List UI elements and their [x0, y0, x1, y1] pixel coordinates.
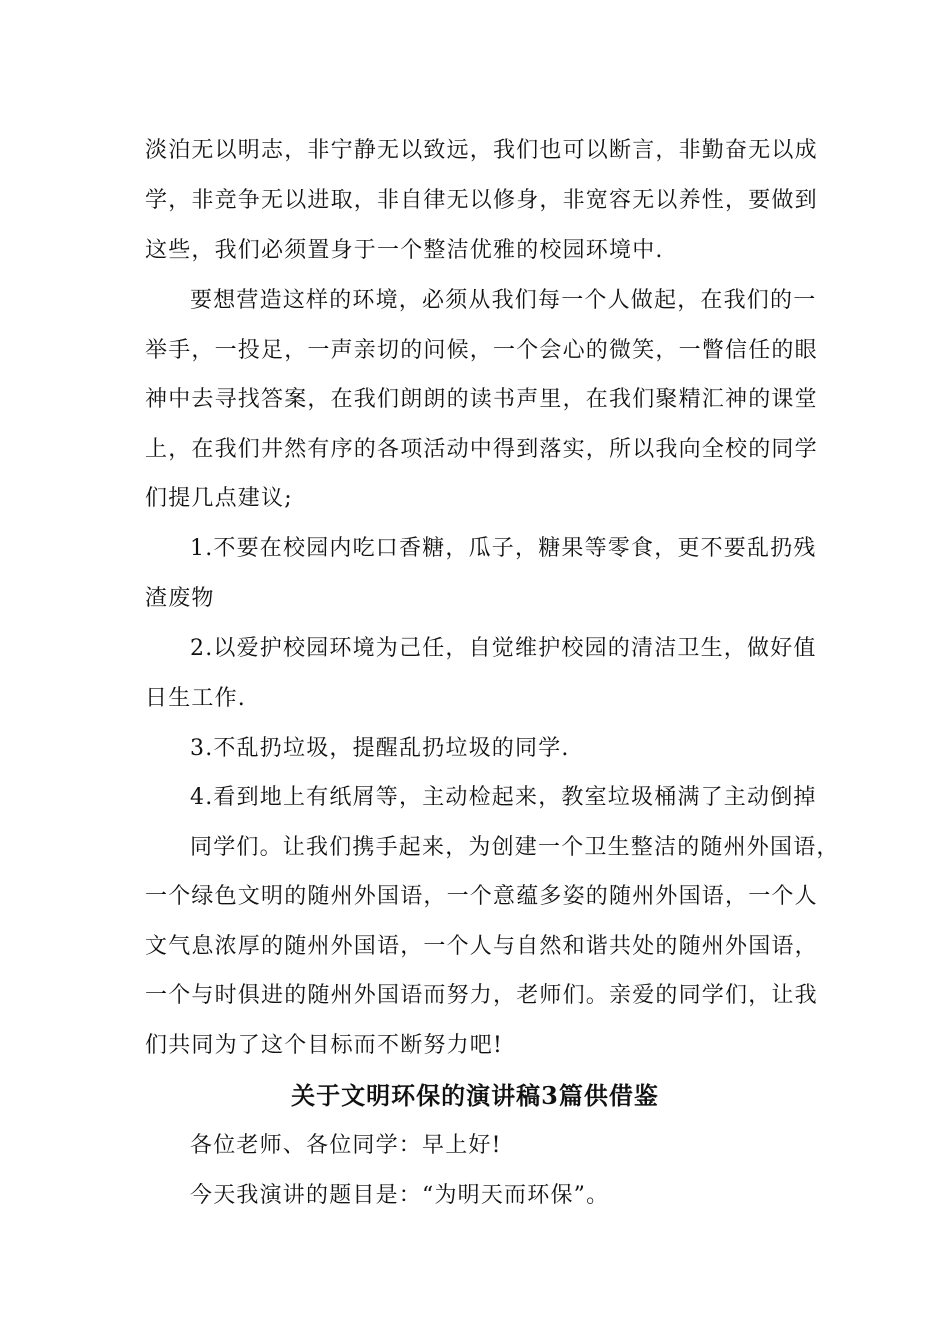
paragraph-line: 们共同为了这个目标而不断努力吧! [145, 1033, 504, 1058]
paragraph-line: 学，非竞争无以进取，非自律无以修身，非宽容无以养性，要做到 [145, 188, 818, 213]
list-item-continuation: 渣废物 [145, 586, 215, 611]
paragraph-line: 神中去寻找答案，在我们朗朗的读书声里，在我们聚精汇神的课堂 [145, 387, 818, 412]
list-item: 4.看到地上有纸屑等，主动检起来，教室垃圾桶满了主动倒掉 [190, 785, 817, 810]
paragraph-line: 要想营造这样的环境，必须从我们每一个人做起，在我们的一 [190, 288, 817, 313]
paragraph-line: 一个绿色文明的随州外国语，一个意蕴多姿的随州外国语，一个人 [145, 884, 818, 909]
list-item: 2.以爱护校园环境为己任，自觉维护校园的清洁卫生，做好值 [190, 636, 817, 661]
paragraph-line: 一个与时俱进的随州外国语而努力，老师们。亲爱的同学们，让我 [145, 983, 818, 1008]
paragraph-line: 同学们。让我们携手起来，为创建一个卫生整洁的随州外国语， [190, 835, 840, 860]
paragraph-line: 们提几点建议; [145, 486, 293, 511]
paragraph-line: 文气息浓厚的随州外国语，一个人与自然和谐共处的随州外国语， [145, 934, 818, 959]
section-title: 关于文明环保的演讲稿3篇供借鉴 [291, 1081, 659, 1110]
paragraph-line: 淡泊无以明志，非宁静无以致远，我们也可以断言，非勤奋无以成 [145, 138, 818, 163]
list-item: 1.不要在校园内吃口香糖，瓜子，糖果等零食，更不要乱扔残 [190, 536, 817, 561]
list-item-continuation: 日生工作. [145, 686, 246, 711]
greeting-line: 各位老师、各位同学：早上好! [190, 1133, 502, 1158]
list-item: 3.不乱扔垃圾，提醒乱扔垃圾的同学. [190, 736, 570, 761]
topic-line: 今天我演讲的题目是：“为明天而环保”。 [190, 1183, 610, 1208]
paragraph-line: 上，在我们井然有序的各项活动中得到落实，所以我向全校的同学 [145, 437, 818, 462]
paragraph-line: 这些，我们必须置身于一个整洁优雅的校园环境中. [145, 238, 664, 263]
paragraph-line: 举手，一投足，一声亲切的问候，一个会心的微笑，一瞥信任的眼 [145, 338, 818, 363]
